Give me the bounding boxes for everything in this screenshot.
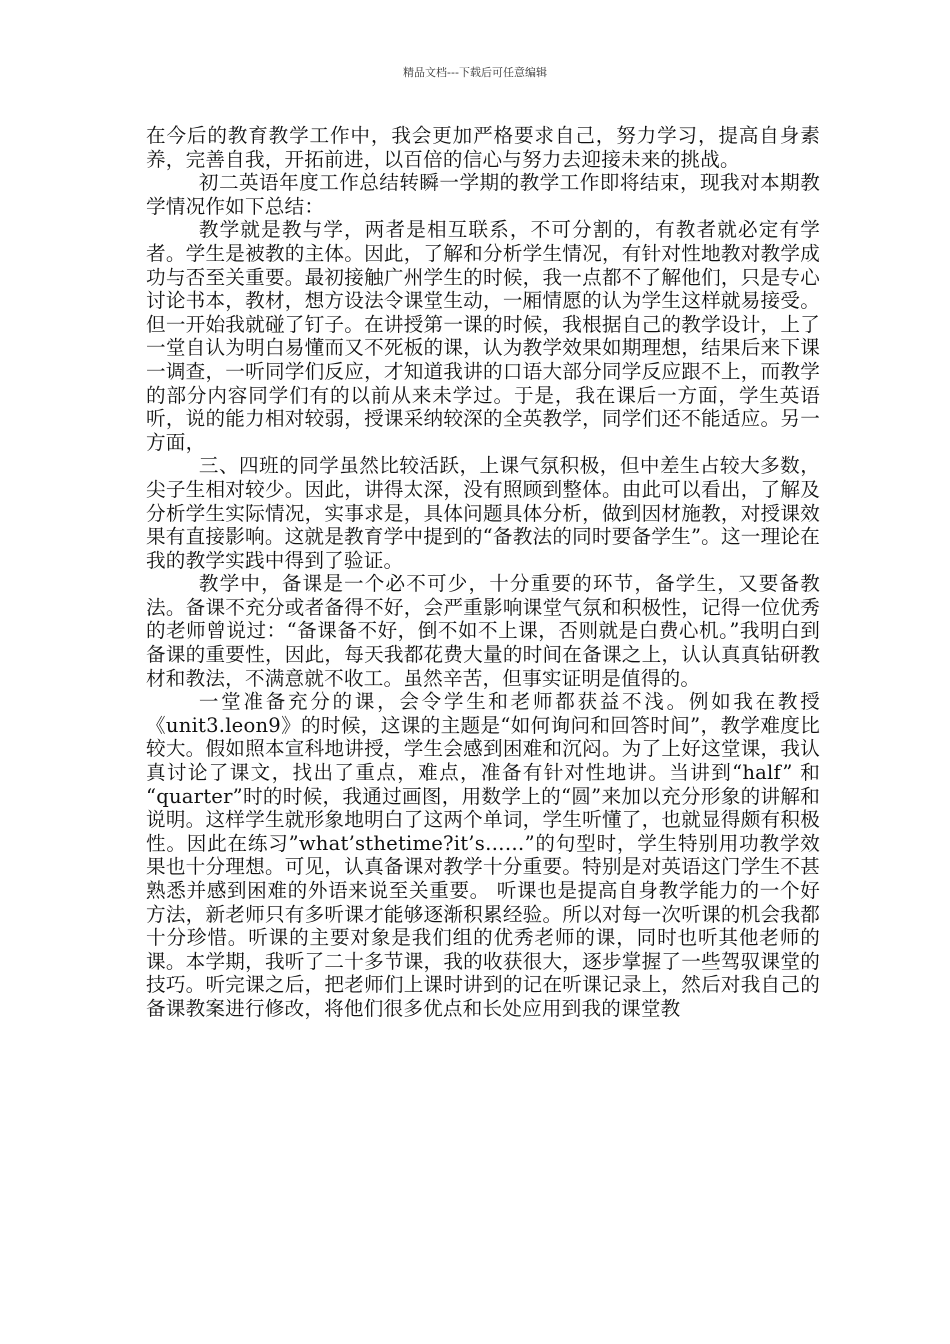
paragraph-3: 教学就是教与学，两者是相互联系，不可分割的，有教者就必定有学者。学生是被教的主体。因此，了解和分析学生情况，有针对性地教对教学成功与否至关重要。最初接触广州学生的时候，我一点都不了解他们，只是专心讨论书本，教材，想方设法令课堂生动，一厢情愿的认为学生这样就易接受。但一开始我就碰了钉子。在讲授第一课的时候，我根据自己的教学设计，上了一堂自认为明白易懂而又不死板的课，认为教学效果如期理想，结果后来下课一调查，一听同学们反应，才知道我讲的口语大部分同学反应跟不上，而教学的部分内容同学们有的以前从来未学过。于是，我在课后一方面，学生英语听，说的能力相对较弱，授课采纳较深的全英教学，同学们还不能适应。另一方面， xyxy=(146,218,820,454)
paragraph-2: 初二英语年度工作总结转瞬一学期的教学工作即将结束，现我对本期教学情况作如下总结： xyxy=(146,171,820,218)
paragraph-4: 三、四班的同学虽然比较活跃，上课气氛积极，但中差生占较大多数，尖子生相对较少。因此，讲得太深，没有照顾到整体。由此可以看出，了解及分析学生实际情况，实事求是，具体问题具体分析，做到因材施教，对授课效果有直接影响。这就是教育学中提到的“备教法的同时要备学生”。这一理论在我的教学实践中得到了验证。 xyxy=(146,454,820,572)
page-header: 精品文档---下载后可任意编辑 xyxy=(403,66,547,79)
paragraph-6: 一堂准备充分的课，会令学生和老师都获益不浅。例如我在教授《unit3.leon9》的时候，这课的主题是“如何询问和回答时间”，教学难度比较大。假如照本宣科地讲授，学生会感到困难和沉闷。为了上好这堂课，我认真讨论了课文，找出了重点，难点，准备有针对性地讲。当讲到“half” 和 “quarter”时的时候，我通过画图，用数学上的“圆”来加以充分形象的讲解和说明。这样学生就形象地明白了这两个单词，学生听懂了，也就显得颇有积极性。因此在练习”what’sthetime?it’s……”的句型时，学生特别用功教学效果也十分理想。可见，认真备课对教学十分重要。特别是对英语这门学生不甚熟悉并感到困难的外语来说至关重要。 听课也是提高自身教学能力的一个好方法，新老师只有多听课才能够逐渐积累经验。所以对每一次听课的机会我都十分珍惜。听课的主要对象是我们组的优秀老师的课，同时也听其他老师的课。本学期，我听了二十多节课，我的收获很大，逐步掌握了一些驾驭课堂的技巧。听完课之后，把老师们上课时讲到的记在听课记录上，然后对我自己的备课教案进行修改，将他们很多优点和长处应用到我的课堂教 xyxy=(146,690,820,1020)
paragraph-5: 教学中，备课是一个必不可少，十分重要的环节，备学生，又要备教法。备课不充分或者备得不好，会严重影响课堂气氛和积极性，记得一位优秀的老师曾说过：“备课备不好，倒不如不上课，否则就是白费心机。”我明白到备课的重要性，因此，每天我都花费大量的时间在备课之上，认认真真钻研教材和教法，不满意就不收工。虽然辛苦，但事实证明是值得的。 xyxy=(146,572,820,690)
document-body xyxy=(146,124,820,1021)
paragraph-1: 在今后的教育教学工作中，我会更加严格要求自己，努力学习，提高自身素养，完善自我，开拓前进，以百倍的信心与努力去迎接未来的挑战。 xyxy=(146,124,820,171)
